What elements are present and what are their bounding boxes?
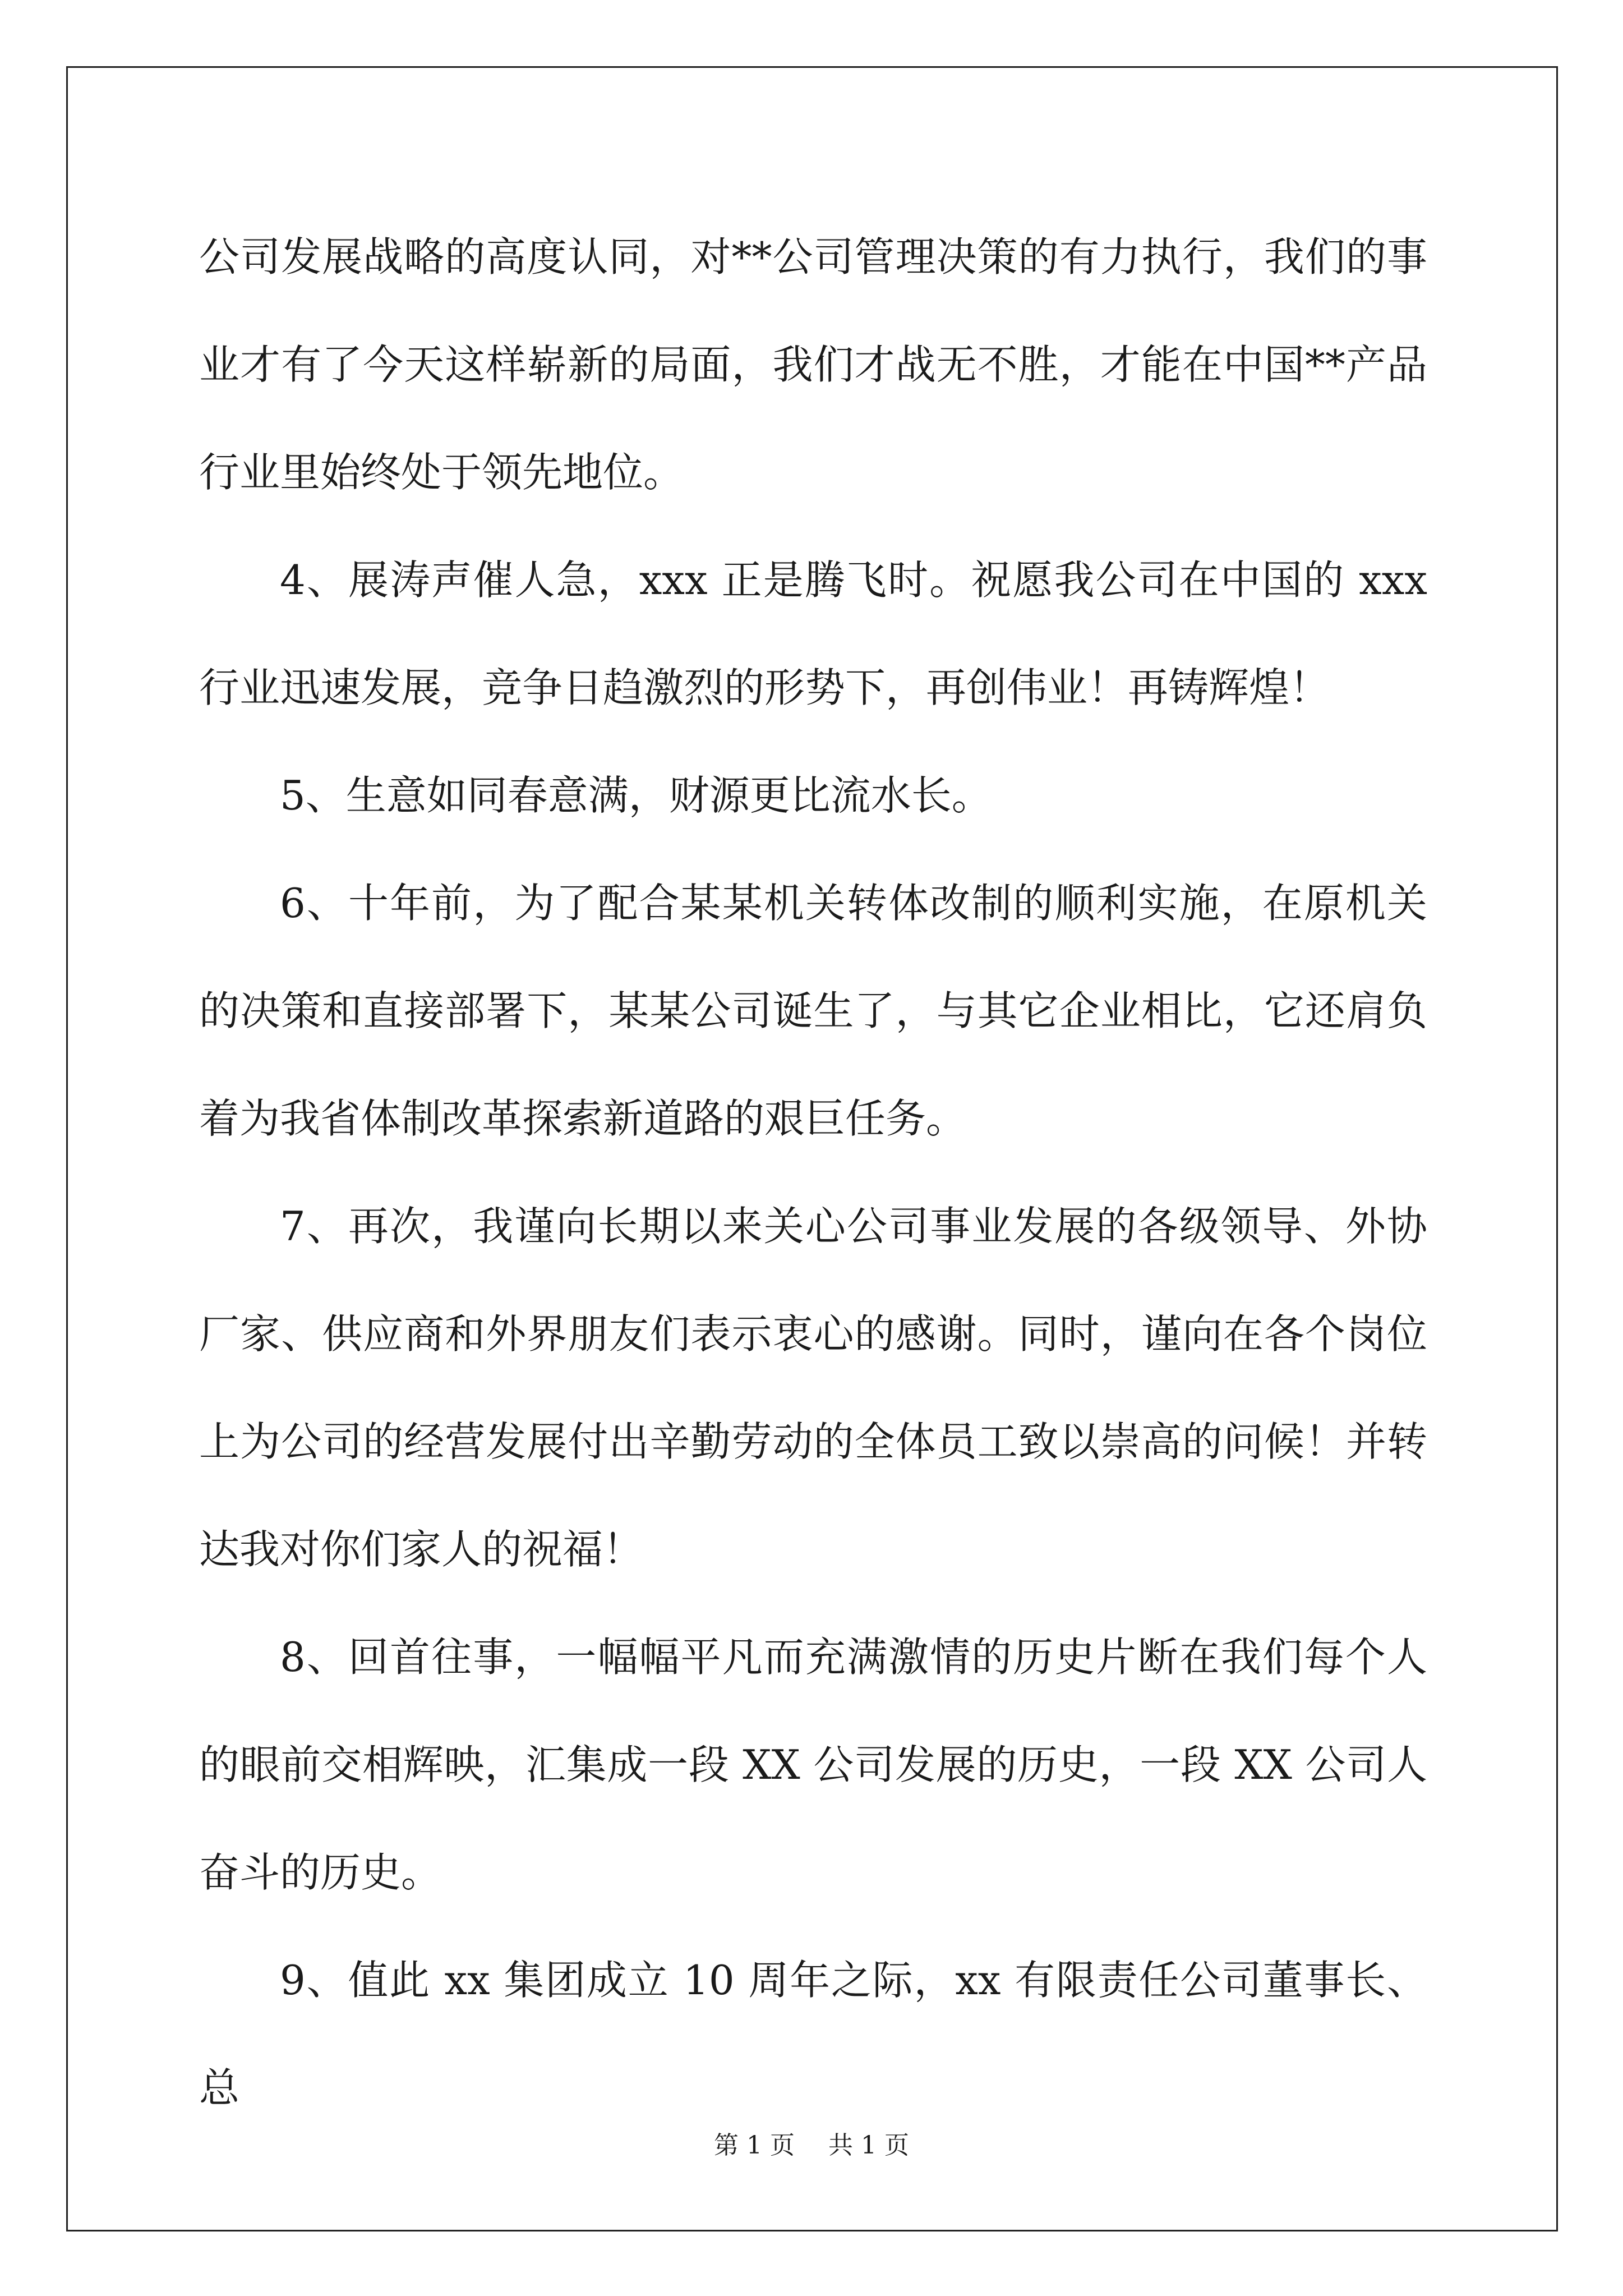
- page-number: 第 1 页: [714, 2131, 795, 2160]
- page-total: 共 1 页: [828, 2131, 909, 2160]
- paragraph-4: 6、十年前，为了配合某某机关转体改制的顺利实施，在原机关的决策和直接部署下，某某公司诞生了，与其它企业相比，它还肩负着为我省体制改革探索新道路的艰巨任务。: [199, 880, 1427, 1142]
- document-body: [199, 203, 1427, 2142]
- paragraph-1: 公司发展战略的高度认同，对**公司管理决策的有力执行，我们的事业才有了今天这样崭新的局面，我们才战无不胜，才能在中国**产品行业里始终处于领先地位。: [199, 233, 1427, 496]
- paragraph-3: 5、生意如同春意满，财源更比流水长。: [280, 772, 992, 819]
- page-footer: [0, 2129, 1623, 2162]
- paragraph-7: 9、值此 xx 集团成立 10 周年之际，xx 有限责任公司董事长、总: [199, 1957, 1427, 2111]
- paragraph-6: 8、回首往事，一幅幅平凡而充满激情的历史片断在我们每个人的眼前交相辉映，汇集成一段 XX 公司发展的历史，一段 XX 公司人奋斗的历史。: [199, 1634, 1427, 1896]
- paragraph-5: 7、再次，我谨向长期以来关心公司事业发展的各级领导、外协厂家、供应商和外界朋友们表示衷心的感谢。同时，谨向在各个岗位上为公司的经营发展付出辛勤劳动的全体员工致以崇高的问候！并转达我对你们家人的祝福！: [199, 1203, 1427, 1573]
- paragraph-2: 4、展涛声催人急，xxx 正是腾飞时。祝愿我公司在中国的 xxx 行业迅速发展，竞争日趋激烈的形势下，再创伟业！再铸辉煌！: [199, 556, 1427, 711]
